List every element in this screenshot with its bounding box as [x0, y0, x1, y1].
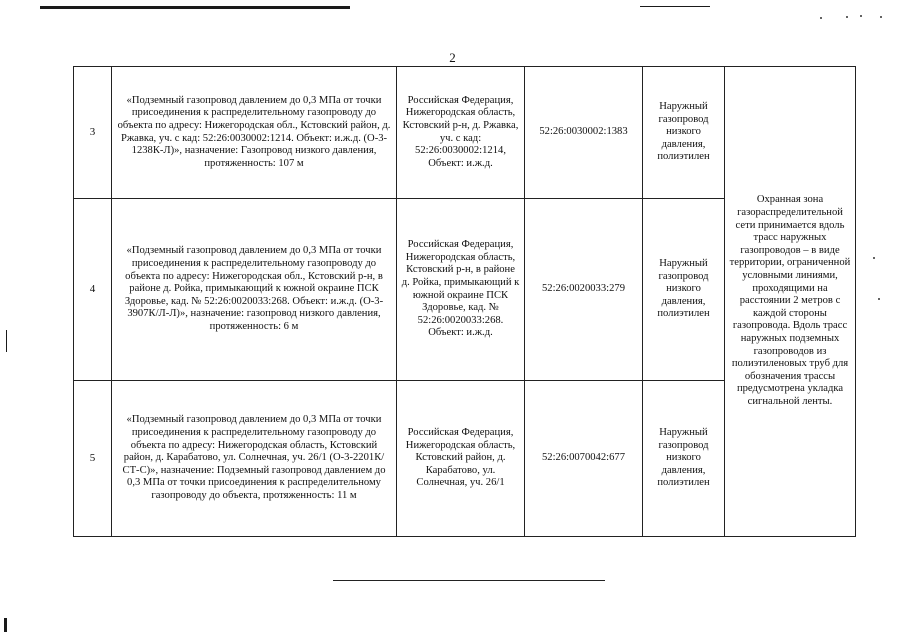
pipeline-type: Наружный газопровод низкого давления, полиэтилен [643, 381, 725, 537]
scan-edge-line-left [40, 6, 350, 9]
object-location: Российская Федерация, Нижегородская область, Кстовский р-н, в районе д. Ройка, примыкающий к южной окраине ПСК Здоровье, кад. № 52:26:0020033:268. Объект: и.ж.д. [397, 199, 525, 381]
scan-speck [860, 15, 862, 17]
cadastral-number: 52:26:0030002:1383 [525, 67, 643, 199]
scan-edge-line-right [640, 6, 710, 7]
object-location: Российская Федерация, Нижегородская область, Кстовский р-н, д. Ржавка, уч. с кад: 52:26:0030002:1214, Объект: и.ж.д. [397, 67, 525, 199]
scan-speck [846, 16, 848, 18]
object-description: «Подземный газопровод давлением до 0,3 МПа от точки присоединения к распределительному газопроводу до объекта по адресу: Нижегородская обл., Кстовский район, д. Ржавка, уч. с кад: 52:26:0030002:1214. Объект: и.ж.д. (О-3-1238К-Л)», назначение: Газопровод низкого давления, протяженность: 107 м [112, 67, 397, 199]
row-number: 3 [74, 67, 112, 199]
row-number: 4 [74, 199, 112, 381]
page-number: 2 [449, 50, 456, 65]
scan-speck [880, 16, 882, 18]
table-row [74, 67, 856, 199]
scan-speck [873, 257, 875, 259]
object-description: «Подземный газопровод давлением до 0,3 МПа от точки присоединения к распределительному газопроводу до объекта по адресу: Нижегородская обл., Кстовский р-н, в районе д. Ройка, примыкающий к южной окраине ПСК Здоровье, кад. № 52:26:0020033:268. Объект: и.ж.д. (О-3-3907К/Л-Л)», назначение: газопровод низкого давления, протяженность: 6 м [112, 199, 397, 381]
object-location: Российская Федерация, Нижегородская область, Кстовский район, д. Карабатово, ул. Солнечная, уч. 26/1 [397, 381, 525, 537]
gas-pipeline-table [73, 66, 856, 537]
row-number: 5 [74, 381, 112, 537]
signature-line [333, 580, 605, 581]
scan-edge-mark [6, 330, 7, 352]
scan-speck [878, 298, 880, 300]
scan-edge-mark [4, 618, 7, 632]
protection-zone-description: Охранная зона газораспределительной сети принимается вдоль трасс наружных газопроводов – в виде территории, ограниченной условными линиями, проходящими на расстоянии 2 метров с каждой стороны газопровода. Вдоль трасс наружных подземных газопроводов из полиэтиленовых труб для обозначения трассы предусмотрена укладка сигнальной ленты. [725, 67, 856, 537]
cadastral-number: 52:26:0020033:279 [525, 199, 643, 381]
object-description: «Подземный газопровод давлением до 0,3 МПа от точки присоединения к распределительному газопроводу до объекта по адресу: Нижегородская область, Кстовский район, д. Карабатово, ул. Солнечная, уч. 26/1 (О-3-2201К/СТ-С)», назначение: Подземный газопровод давлением до 0,3 МПа от точки присоединения к распределительному газопроводу до объекта, протяженность: 11 м [112, 381, 397, 537]
scan-speck [820, 17, 822, 19]
pipeline-type: Наружный газопровод низкого давления, полиэтилен [643, 67, 725, 199]
cadastral-number: 52:26:0070042:677 [525, 381, 643, 537]
pipeline-type: Наружный газопровод низкого давления, полиэтилен [643, 199, 725, 381]
